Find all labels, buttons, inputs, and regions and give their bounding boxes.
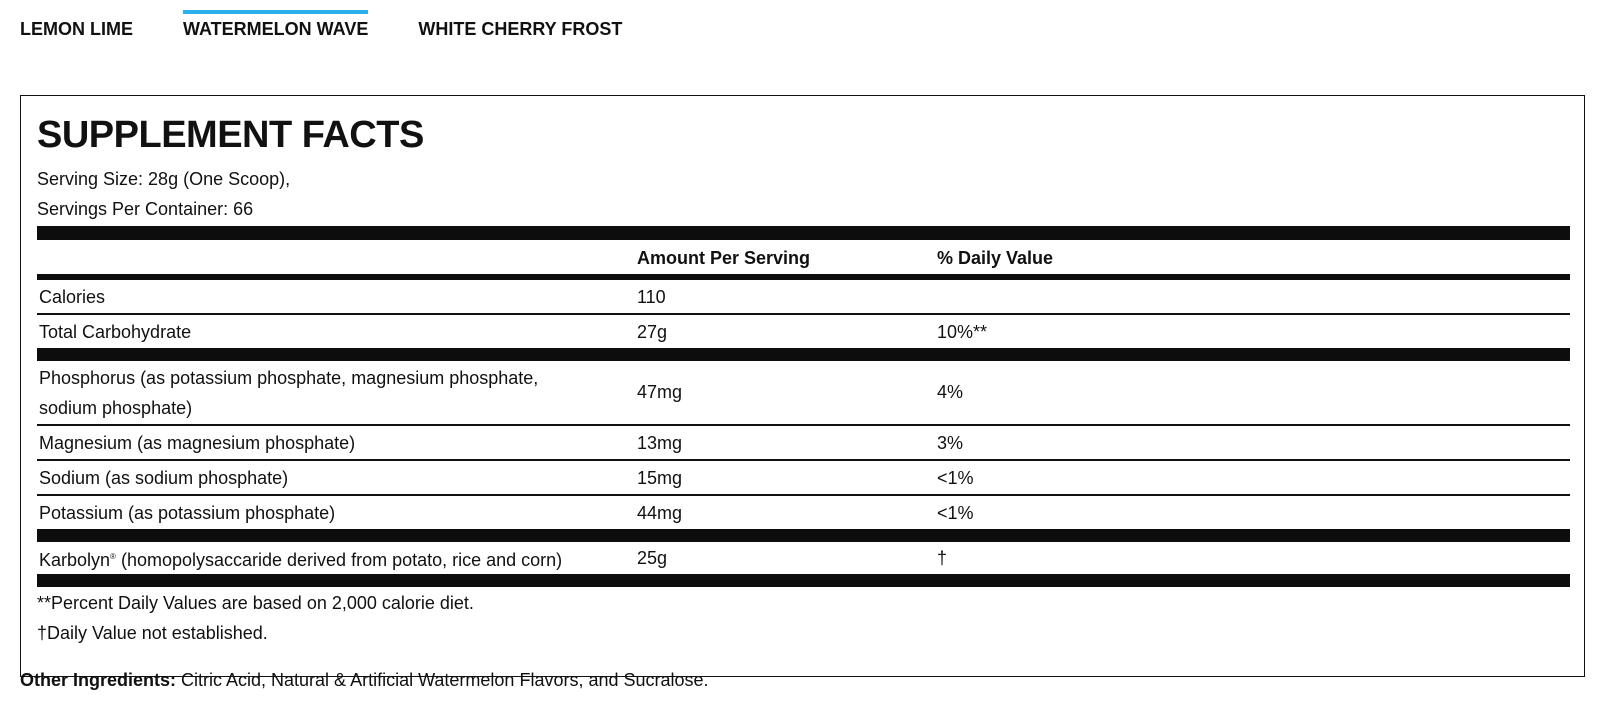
row-divider: [37, 424, 1570, 426]
footnote-not-established: †Daily Value not established.: [37, 623, 268, 643]
thick-divider: [37, 529, 1570, 542]
tab-lemon-lime[interactable]: LEMON LIME: [20, 19, 133, 39]
tab-white-cherry-frost[interactable]: WHITE CHERRY FROST: [418, 19, 623, 39]
other-ingredients-label: Other Ingredients:: [20, 670, 177, 690]
medium-divider: [37, 274, 1570, 280]
table-row: [37, 282, 1570, 312]
other-ingredients-text: Citric Acid, Natural & Artificial Watermelon Flavors, and Sucralose.: [176, 670, 709, 690]
flavor-tabs: [20, 0, 672, 60]
thick-divider: [37, 348, 1570, 361]
row-amount: 15mg: [637, 467, 683, 488]
table-row: [37, 316, 1570, 348]
panel-title: SUPPLEMENT FACTS: [37, 114, 424, 156]
serving-size: Serving Size: 28g (One Scoop),: [37, 169, 291, 189]
row-amount: 110: [637, 286, 666, 307]
row-amount: 13mg: [637, 432, 683, 453]
supplement-facts-panel: [20, 95, 1585, 677]
row-dv: †: [937, 547, 948, 568]
footnote-daily-values: **Percent Daily Values are based on 2,000 calorie diet.: [37, 593, 474, 613]
row-divider: [37, 459, 1570, 461]
registered-mark: ®: [110, 551, 116, 561]
row-amount: 47mg: [637, 382, 683, 402]
row-dv: <1%: [937, 467, 974, 488]
table-row: [37, 462, 1570, 494]
row-dv: <1%: [937, 502, 974, 523]
row-name: Potassium (as potassium phosphate): [39, 503, 336, 523]
row-name: Phosphorus (as potassium phosphate, magnesium phosphate, sodium phosphate): [39, 367, 539, 418]
header-daily-value: % Daily Value: [937, 247, 1054, 268]
row-amount: 44mg: [637, 502, 683, 523]
servings-per-container: Servings Per Container: 66: [37, 199, 254, 219]
row-dv: 4%: [937, 382, 964, 402]
table-row: [37, 362, 1570, 423]
row-name: Sodium (as sodium phosphate): [39, 468, 289, 488]
row-name: Total Carbohydrate: [39, 322, 192, 342]
row-amount: 27g: [637, 321, 668, 342]
row-divider: [37, 313, 1570, 315]
table-row: [37, 497, 1570, 529]
other-ingredients: [20, 670, 709, 691]
table-header: [37, 243, 1570, 273]
thick-divider: [37, 226, 1570, 240]
thick-divider: [37, 574, 1570, 587]
row-amount: 25g: [637, 547, 668, 568]
row-dv: 3%: [937, 432, 964, 453]
table-row: [37, 542, 1570, 574]
tab-watermelon-wave[interactable]: WATERMELON WAVE: [183, 0, 368, 60]
row-name: Magnesium (as magnesium phosphate): [39, 433, 356, 453]
row-dv: 10%**: [937, 321, 988, 342]
header-amount: Amount Per Serving: [637, 247, 811, 268]
row-divider: [37, 494, 1570, 496]
table-row: [37, 427, 1570, 459]
row-name: Karbolyn® (homopolysaccaride derived from potato, rice and corn): [39, 549, 563, 570]
row-name: Calories: [39, 287, 106, 307]
